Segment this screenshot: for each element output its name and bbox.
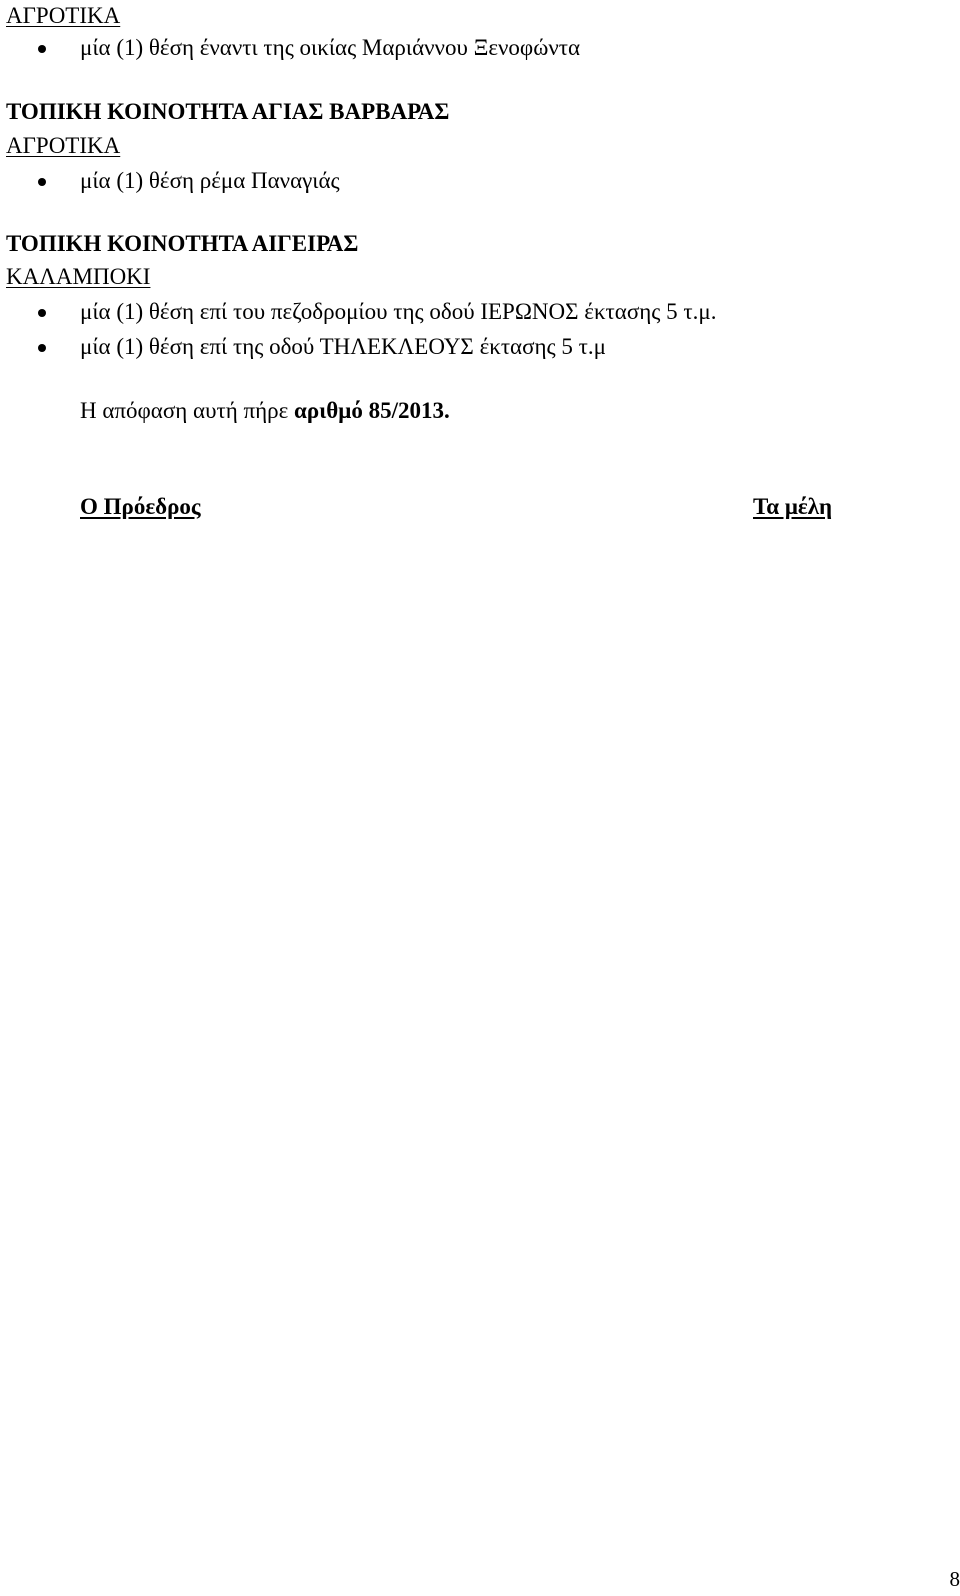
bullet-icon — [38, 178, 46, 186]
bullet-icon — [38, 344, 46, 352]
bullet-icon — [38, 309, 46, 317]
signature-president: Ο Πρόεδρος — [80, 494, 201, 519]
community-heading: ΤΟΠΙΚΗ ΚΟΙΝΟΤΗΤΑ ΑΓΙΑΣ ΒΑΡΒΑΡΑΣ — [6, 99, 450, 124]
category-heading: ΚΑΛΑΜΠΟΚΙ — [6, 264, 151, 289]
decision-prefix: Η απόφαση αυτή πήρε — [80, 398, 295, 423]
signature-members: Τα μέλη — [753, 494, 833, 519]
page-number: 8 — [949, 1567, 960, 1591]
list-item-text: μία (1) θέση επί της οδού ΤΗΛΕΚΛΕΟΥΣ έκτασης 5 τ.μ — [80, 334, 606, 359]
bullet-icon — [38, 45, 46, 53]
category-heading: ΑΓΡΟΤΙΚΑ — [6, 3, 121, 28]
community-heading: ΤΟΠΙΚΗ ΚΟΙΝΟΤΗΤΑ ΑΙΓΕΙΡΑΣ — [6, 231, 359, 256]
category-heading: ΑΓΡΟΤΙΚΑ — [6, 133, 121, 158]
decision-text — [80, 397, 450, 424]
list-item-text: μία (1) θέση έναντι της οικίας Μαριάννου Ξενοφώντα — [80, 35, 581, 60]
list-item-text: μία (1) θέση ρέμα Παναγιάς — [80, 168, 340, 193]
decision-number: αριθμό 85/2013. — [294, 398, 450, 423]
list-item-text: μία (1) θέση επί του πεζοδρομίου της οδού ΙΕΡΩΝΟΣ έκτασης 5 τ.μ. — [80, 299, 717, 324]
